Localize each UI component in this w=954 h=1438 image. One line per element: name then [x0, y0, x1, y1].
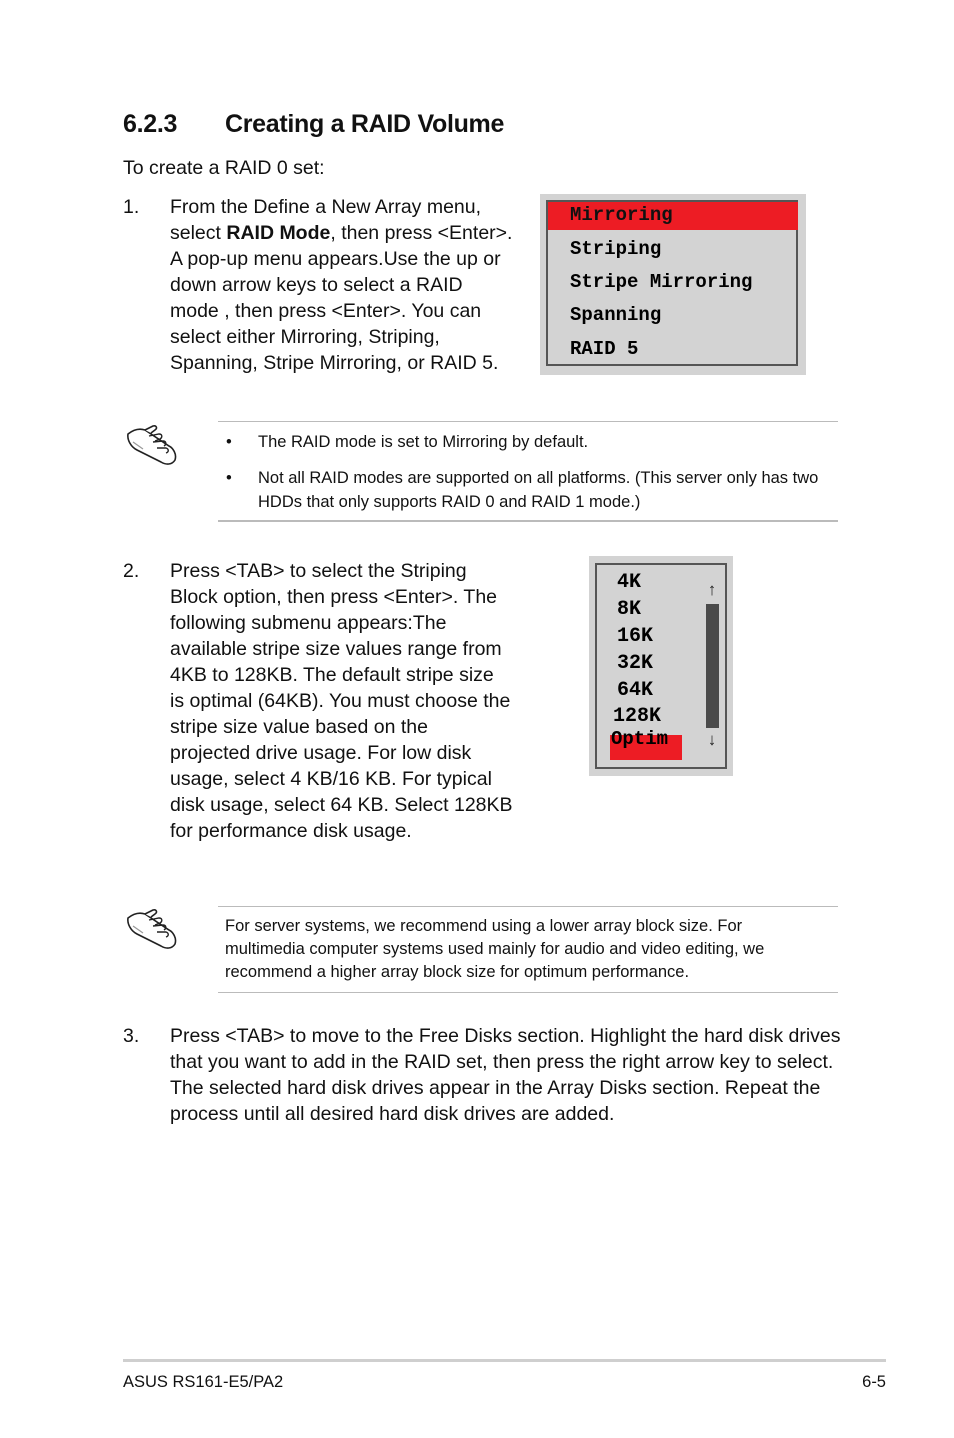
menu-item-8k[interactable]: 8K: [617, 598, 642, 621]
menu-item-4k[interactable]: 4K: [617, 571, 642, 594]
menu-item-16k[interactable]: 16K: [617, 625, 654, 648]
hand-note-icon: [125, 422, 183, 471]
step-text-part: , then press <Enter>. A pop-up menu appears.Use the up or down arrow keys to select a RAID mode , then press <Enter>. You can select either Mirroring, Striping, Spanning, Stripe Mirroring, or RAID 5.: [170, 222, 513, 374]
bullet-text: The RAID mode is set to Mirroring by default.: [258, 433, 589, 451]
menu-item-stripe-mirroring[interactable]: Stripe Mirroring: [570, 271, 753, 293]
bullet-mark: •: [226, 469, 232, 487]
menu-item-64k[interactable]: 64K: [617, 679, 654, 702]
note-bottom-rule: [218, 992, 838, 993]
step-number: 2.: [123, 560, 140, 582]
note-top-rule: [218, 421, 838, 422]
menu-item-spanning[interactable]: Spanning: [570, 304, 662, 326]
menu-item-128k[interactable]: 128K: [613, 705, 662, 728]
scroll-up-arrow-icon[interactable]: ↑: [707, 580, 717, 599]
footer-page-number: 6-5: [862, 1373, 886, 1391]
step-2: [123, 558, 513, 844]
step-text: Press <TAB> to select the Striping Block option, then press <Enter>. The following submenu appears:The available stripe size values range from 4KB to 128KB. The default stripe size is optimal (64KB). You must choose the stripe size value based on the projected drive usage. For low disk usage, select 4 KB/16 KB. For typical disk usage, select 64 KB. Select 128KB for performance disk usage.: [170, 560, 513, 842]
step-text: [170, 194, 513, 376]
note-bullet-item: [218, 466, 828, 514]
section-heading: [123, 110, 504, 139]
section-title: Creating a RAID Volume: [225, 110, 505, 138]
step-text: Press <TAB> to move to the Free Disks section. Highlight the hard disk drives that you want to add in the RAID set, then press the right arrow key to select. The selected hard disk drives appear in the Array Disks section. Repeat the process until all desired hard disk drives are added.: [170, 1025, 841, 1125]
scroll-down-arrow-icon[interactable]: ↓: [707, 730, 717, 749]
footer-model: ASUS RS161-E5/PA2: [123, 1373, 284, 1391]
bullet-text: Not all RAID modes are supported on all platforms. (This server only has two HDDs that only supports RAID 0 and RAID 1 mode.): [258, 469, 819, 511]
scrollbar-track[interactable]: [706, 604, 719, 728]
menu-item-striping[interactable]: Striping: [570, 238, 662, 260]
bullet-mark: •: [226, 433, 232, 451]
raid-mode-menu: [546, 200, 798, 366]
menu-item-mirroring[interactable]: Mirroring: [570, 204, 673, 226]
step-number: 3.: [123, 1025, 140, 1047]
raid-mode-popup: [540, 194, 806, 375]
intro-text: To create a RAID 0 set:: [123, 157, 325, 179]
step-3: [123, 1023, 848, 1127]
step-number: 1.: [123, 196, 140, 218]
note-1: [218, 430, 828, 514]
menu-item-raid5[interactable]: RAID 5: [570, 338, 639, 360]
step-text-part: From the Define a New Array menu, select: [170, 196, 482, 244]
section-number: 6.2.3: [123, 110, 178, 138]
stripe-size-menu: [595, 563, 727, 769]
footer-rule: [123, 1359, 886, 1362]
hand-note-icon: [125, 906, 183, 955]
note-bottom-rule: [218, 520, 838, 522]
menu-item-optim[interactable]: Optim: [611, 728, 669, 750]
step-1: [123, 194, 513, 376]
step-text-bold: RAID Mode: [226, 222, 331, 244]
note-bullet-item: [218, 430, 828, 454]
note-top-rule: [218, 906, 838, 907]
menu-item-32k[interactable]: 32K: [617, 652, 654, 675]
note-2-text: For server systems, we recommend using a lower array block size. For multimedia computer systems used mainly for audio and video editing, we recommend a higher array block size for optimum performance.: [225, 917, 765, 981]
stripe-size-popup: [589, 556, 733, 776]
